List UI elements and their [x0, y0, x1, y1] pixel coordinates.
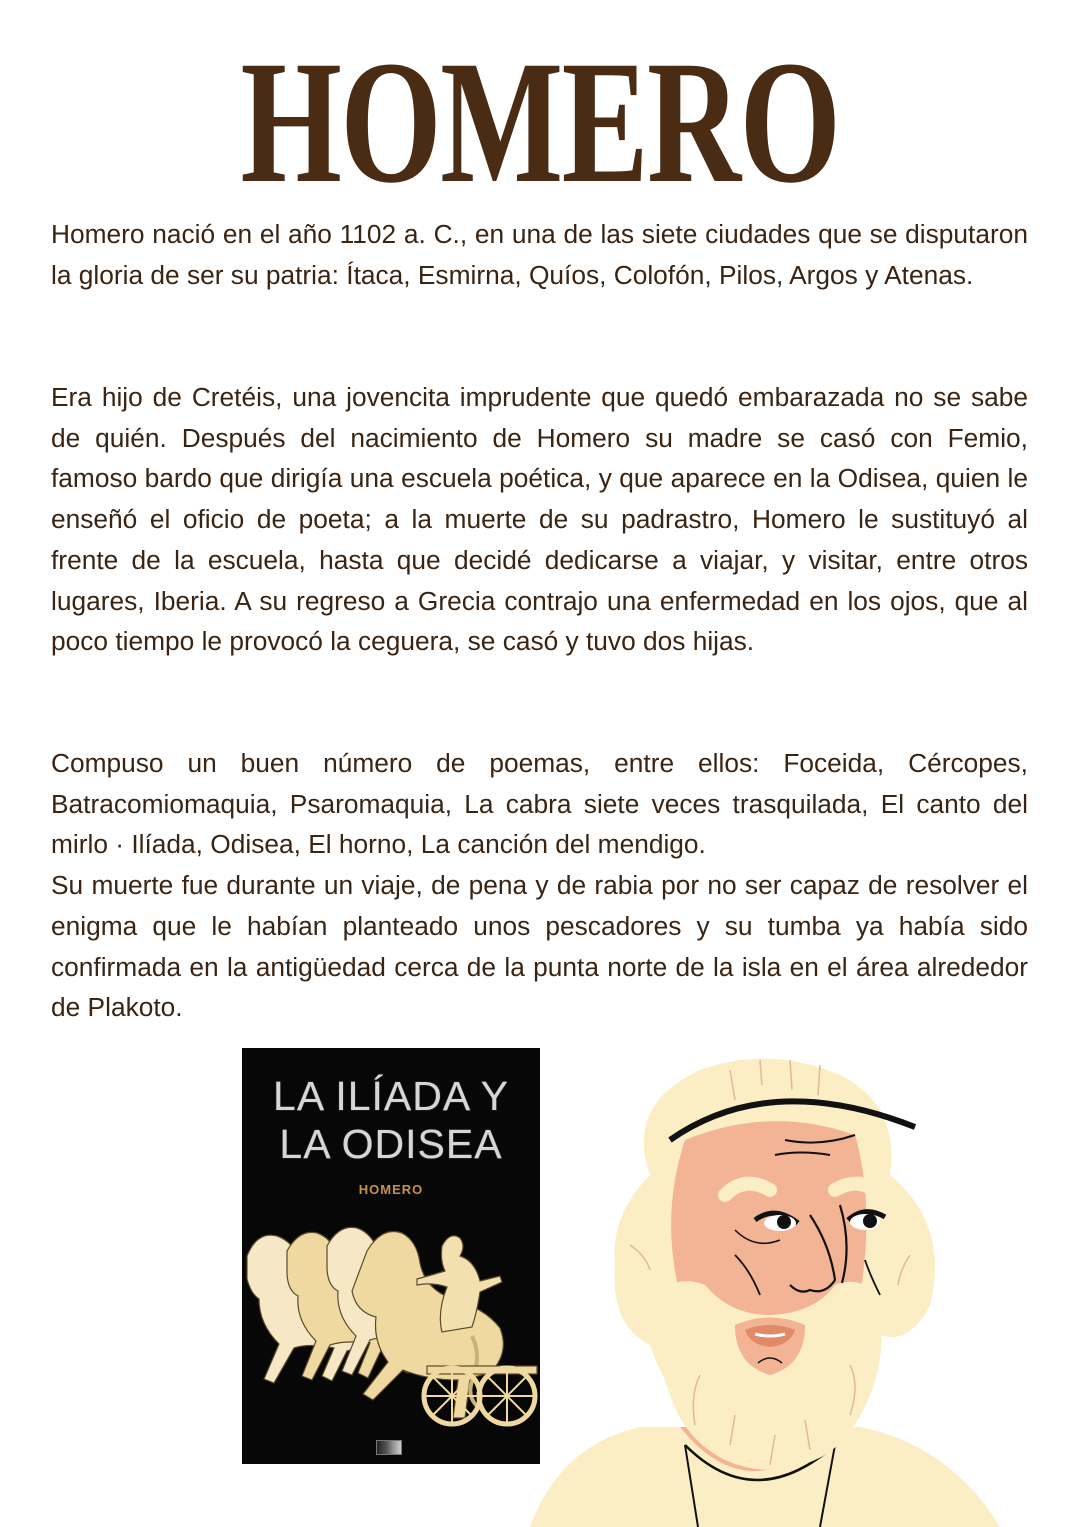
book-cover-author: HOMERO	[358, 1182, 424, 1197]
book-cover-image	[242, 1048, 540, 1464]
publisher-logo-icon	[376, 1440, 402, 1455]
paragraph-works-death	[51, 743, 1028, 1028]
paragraph-works: Compuso un buen número de poemas, entre ellos: Foceida, Cércopes, Batracomiomaquia, Psaromaquia, La cabra siete veces trasquilada, El canto del mirlo · Ilíada, Odisea, El horno, La canción del mendigo.	[51, 748, 1028, 860]
chariot-illustration-icon	[242, 1216, 540, 1446]
book-cover-title: LA ILÍADA Y LA ODISEA	[273, 1073, 509, 1167]
homer-portrait-illustration-icon	[530, 1045, 1000, 1527]
paragraph-life: Era hijo de Cretéis, una jovencita imprudente que quedó embarazada no se sabe de quién. Después del nacimiento de Homero su madre se casó con Femio, famoso bardo que dirigía una escuela poética, y que aparece en la Odisea, quien le enseñó el oficio de poeta; a la muerte de su padrastro, Homero le sustituyó al frente de la escuela, hasta que decidé dedicarse a viajar, y visitar, entre otros lugares, Iberia. A su regreso a Grecia contrajo una enfermedad en los ojos, que al poco tiempo le provocó la ceguera, se casó y tuvo dos hijas.	[51, 382, 1028, 657]
paragraph-birth: Homero nació en el año 1102 a. C., en una de las siete ciudades que se disputaron la gloria de ser su patria: Ítaca, Esmirna, Quíos, Colofón, Pilos, Argos y Atenas.	[51, 219, 1028, 290]
paragraph-death: Su muerte fue durante un viaje, de pena y de rabia por no ser capaz de resolver el enigma que le habían planteado unos pescadores y su tumba ya había sido confirmada en la antigüedad cerca de la punta norte de la isla en el área alrededor de Plakoto.	[51, 870, 1028, 1023]
page-title: HOMERO	[240, 25, 840, 220]
